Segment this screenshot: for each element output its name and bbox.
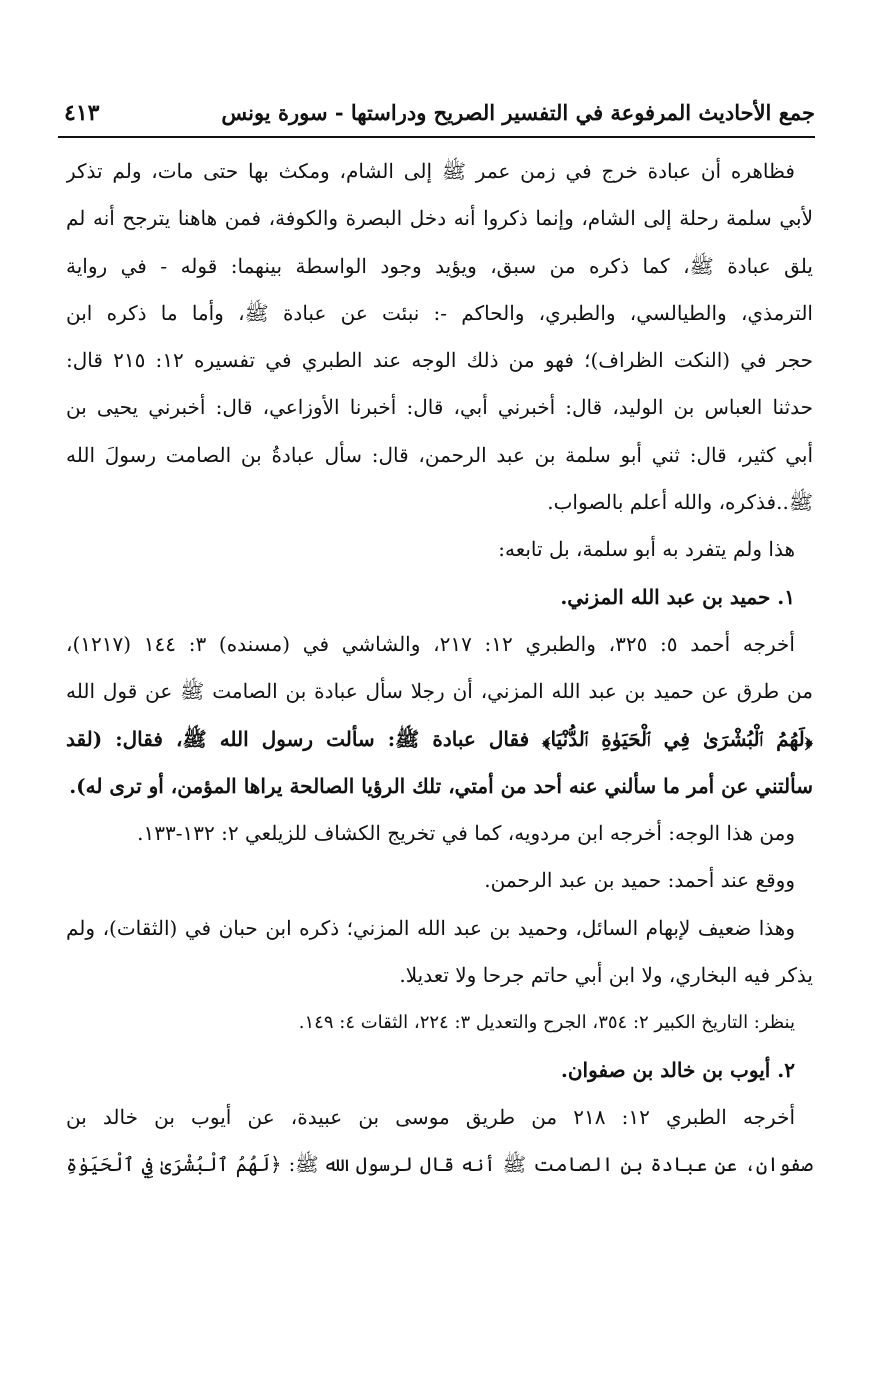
text-line: الترمذي، والطيالسي، والطبري، والحاكم -: نبئت عن عبادة ﷺ، وأما ما ذكره ابن <box>66 300 813 325</box>
reference-note: ينظر: التاريخ الكبير ٢: ٣٥٤، الجرح والتعديل ٣: ٢٢٤، الثقات ٤: ١٤٩. <box>298 1012 795 1034</box>
text-line: فظاهره أن عبادة خرج في زمن عمر ﷺ إلى الشام، ومكث بها حتى مات، ولم تذكر <box>66 159 795 183</box>
header-divider <box>58 136 815 138</box>
text-line: ومن هذا الوجه: أخرجه ابن مردويه، كما في تخريج الكشاف للزيلعي ٢: ١٣٢-١٣٣. <box>137 821 795 846</box>
text-line: أبي كثير، قال: ثني أبو سلمة بن عبد الرحمن، قال: سأل عبادةُ بن الصامت رسولَ الله <box>66 442 813 467</box>
text-line: ﷺ..فذكره، والله أعلم بالصواب. <box>547 490 813 515</box>
text-line: صفوان، عن عبادة بن الصامت ﷺ أنه قال لرسول الله ﷺ: ﴿لَهُمُ ٱلْبُشْرَىٰ فِي ٱلْحَيَوٰةِ <box>66 1153 813 1177</box>
section-heading: ٢. أيوب بن خالد بن صفوان. <box>560 1057 795 1082</box>
running-title: جمع الأحاديث المرفوعة في التفسير الصريح ودراستها - سورة يونس <box>221 100 815 125</box>
text-line: أخرجه أحمد ٥: ٣٢٥، والطبري ١٢: ٢١٧، والشاشي في (مسنده) ٣: ١٤٤ (١٢١٧)، <box>66 631 795 656</box>
text-line: ﴿لَهُمُ ٱلْبُشْرَىٰ فِي ٱلْحَيَوٰةِ ٱلدُّنْيَا﴾ فقال عبادة ﷺ: سألت رسول الله ﷺ، فقال: (لقد <box>66 726 813 751</box>
page-number: ٤١٣ <box>64 100 100 126</box>
text-line: يذكر فيه البخاري، ولا ابن أبي حاتم جرحا ولا تعديلا. <box>399 963 813 988</box>
text-line: هذا ولم يتفرد به أبو سلمة، بل تابعه: <box>498 537 795 562</box>
text-line: أخرجه الطبري ١٢: ٢١٨ من طريق موسى بن عبيدة، عن أيوب بن خالد بن <box>66 1104 796 1129</box>
text-line: يلق عبادة ﷺ، كما ذكره من سبق، ويؤيد وجود الواسطة بينهما: قوله - في رواية <box>66 253 813 278</box>
running-header <box>60 98 815 134</box>
text-line: حجر في (النكت الظراف)؛ فهو من ذلك الوجه عند الطبري في تفسيره ١٢: ٢١٥ قال: <box>66 348 813 373</box>
page-body <box>66 148 813 1189</box>
text-line: من طرق عن حميد بن عبد الله المزني، أن رجلا سأل عبادة بن الصامت ﷺ عن قول الله <box>66 679 813 704</box>
text-line: لأبي سلمة رحلة إلى الشام، وإنما ذكروا أنه دخل البصرة والكوفة، فمن هاهنا يترجح أنه لم <box>66 206 813 231</box>
text-line: ووقع عند أحمد: حميد بن عبد الرحمن. <box>484 868 795 893</box>
text-line: حدثنا العباس بن الوليد، قال: أخبرني أبي، قال: أخبرنا الأوزاعي، قال: أخبرني يحيى بن <box>66 395 813 420</box>
section-heading: ١. حميد بن عبد الله المزني. <box>560 584 795 609</box>
text-line: سألتني عن أمر ما سألني عنه أحد من أمتي، تلك الرؤيا الصالحة يراها المؤمن، أو ترى له). <box>69 773 813 798</box>
text-line: وهذا ضعيف لإبهام السائل، وحميد بن عبد الله المزني؛ ذكره ابن حبان في (الثقات)، ولم <box>66 915 795 940</box>
